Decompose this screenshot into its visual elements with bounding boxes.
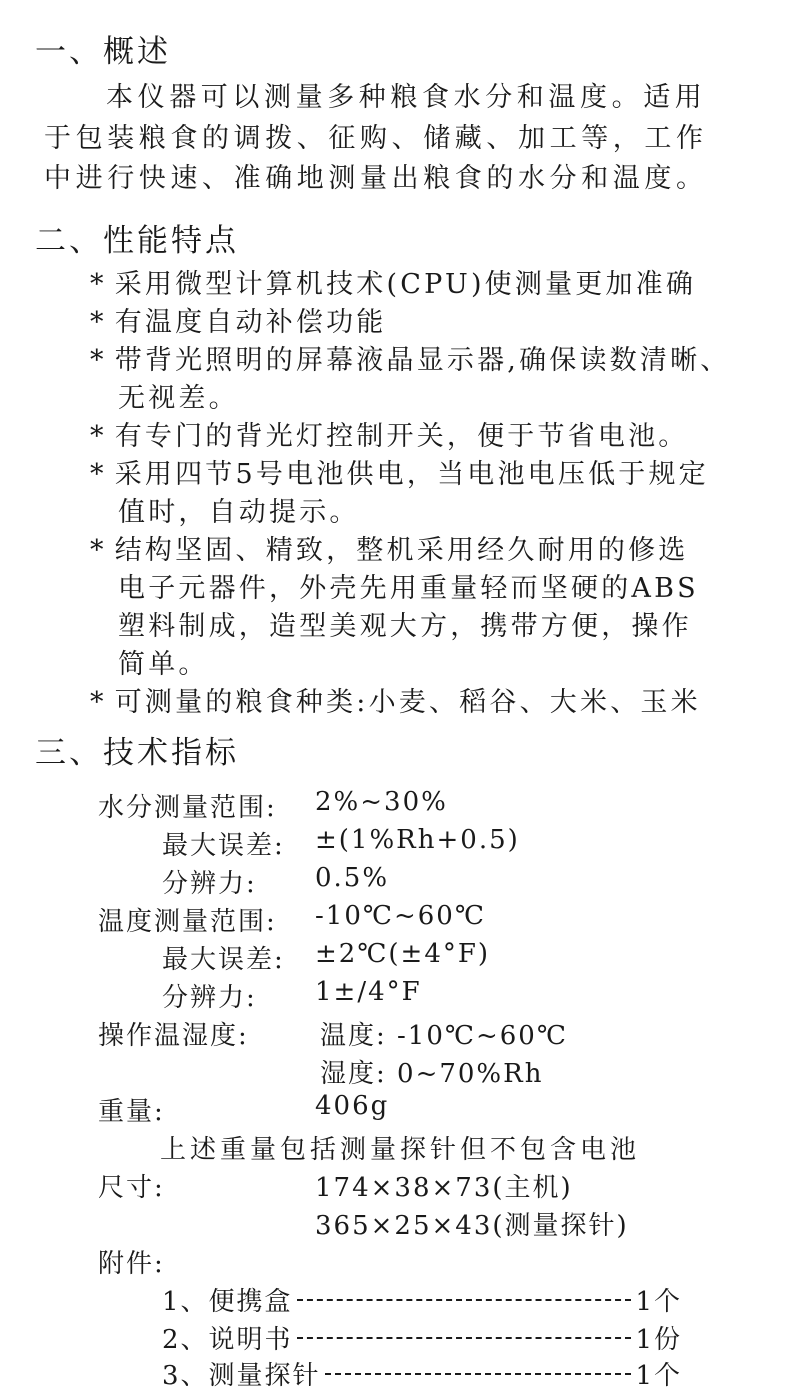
bullet-mark: * — [90, 687, 107, 718]
bullet-mark: * — [90, 459, 107, 490]
leader-line — [325, 1373, 632, 1375]
bullet-text: 可测量的粮食种类:小麦、稻谷、大米、玉米 — [114, 687, 701, 718]
bullet-text: 采用四节5号电池供电，当电池电压低于规定 — [114, 459, 709, 490]
bullet-text-cont: 值时，自动提示。 — [118, 497, 360, 528]
spec-value: 174×38×73(主机) — [315, 1173, 573, 1203]
accessory-name: 3、测量探针 — [162, 1361, 321, 1391]
bullet-item — [90, 338, 731, 377]
bullet-text-cont: 简单。 — [118, 649, 209, 680]
accessory-row — [162, 1355, 682, 1392]
bullet-mark: * — [90, 345, 107, 376]
accessory-name: 2、说明书 — [162, 1325, 293, 1355]
section-title-overview: 一、概述 — [35, 34, 171, 70]
bullet-item — [90, 452, 709, 491]
spec-label: 操作温湿度: — [98, 1021, 249, 1051]
paragraph-line: 中进行快速、准确地测量出粮食的水分和温度。 — [44, 163, 708, 194]
spec-value: 1±/4°F — [315, 977, 422, 1007]
bullet-text: 有温度自动补偿功能 — [114, 307, 387, 338]
spec-label: 最大误差: — [162, 945, 285, 975]
leader-line — [297, 1299, 632, 1301]
spec-value: 0.5% — [315, 863, 390, 893]
spec-value: ±2℃(±4°F) — [315, 939, 491, 969]
spec-label: 尺寸: — [98, 1173, 165, 1203]
bullet-text: 采用微型计算机技术(CPU)使测量更加准确 — [114, 269, 697, 300]
bullet-item — [90, 414, 689, 453]
spec-value: 365×25×43(测量探针) — [315, 1211, 629, 1241]
bullet-item — [90, 528, 689, 567]
paragraph-line: 于包装粮食的调拨、征购、储藏、加工等，工作 — [44, 123, 708, 154]
spec-value: 湿度: 0~70%Rh — [320, 1059, 544, 1089]
spec-value: ±(1%Rh+0.5) — [315, 825, 520, 855]
accessory-row — [162, 1319, 682, 1356]
spec-label: 温度测量范围: — [98, 907, 277, 937]
bullet-text: 结构坚固、精致，整机采用经久耐用的修选 — [114, 535, 689, 566]
accessory-name: 1、便携盒 — [162, 1287, 293, 1317]
spec-value: 406g — [315, 1091, 390, 1121]
bullet-mark: * — [90, 535, 107, 566]
accessory-qty: 1个 — [635, 1361, 682, 1391]
spec-label: 最大误差: — [162, 831, 285, 861]
bullet-text: 有专门的背光灯控制开关，便于节省电池。 — [114, 421, 689, 452]
paragraph-line: 本仪器可以测量多种粮食水分和温度。适用 — [106, 82, 707, 113]
spec-label: 重量: — [98, 1097, 165, 1127]
bullet-mark: * — [90, 307, 107, 338]
bullet-text-cont: 无视差。 — [118, 383, 239, 414]
bullet-item — [90, 262, 696, 301]
spec-value: 温度: -10℃~60℃ — [320, 1021, 568, 1051]
bullet-text: 带背光照明的屏幕液晶显示器,确保读数清晰、 — [114, 345, 731, 376]
spec-label: 水分测量范围: — [98, 793, 277, 823]
bullet-item — [90, 300, 387, 339]
section-title-specs: 三、技术指标 — [35, 735, 239, 771]
accessory-row — [162, 1281, 682, 1318]
bullet-text-cont: 塑料制成，造型美观大方，携带方便，操作 — [118, 611, 692, 642]
leader-line — [297, 1337, 632, 1339]
bullet-item — [90, 680, 701, 719]
bullet-mark: * — [90, 269, 107, 300]
accessory-qty: 1个 — [635, 1287, 682, 1317]
accessory-qty: 1份 — [635, 1325, 682, 1355]
spec-value: -10℃~60℃ — [315, 901, 486, 931]
section-title-features: 二、性能特点 — [35, 223, 239, 259]
spec-label: 分辨力: — [162, 983, 257, 1013]
spec-value: 2%~30% — [315, 787, 448, 817]
bullet-mark: * — [90, 421, 107, 452]
bullet-text-cont: 电子元器件，外壳先用重量轻而坚硬的ABS — [118, 573, 699, 604]
spec-label: 附件: — [98, 1249, 165, 1279]
spec-note: 上述重量包括测量探针但不包含电池 — [160, 1135, 641, 1165]
spec-label: 分辨力: — [162, 869, 257, 899]
